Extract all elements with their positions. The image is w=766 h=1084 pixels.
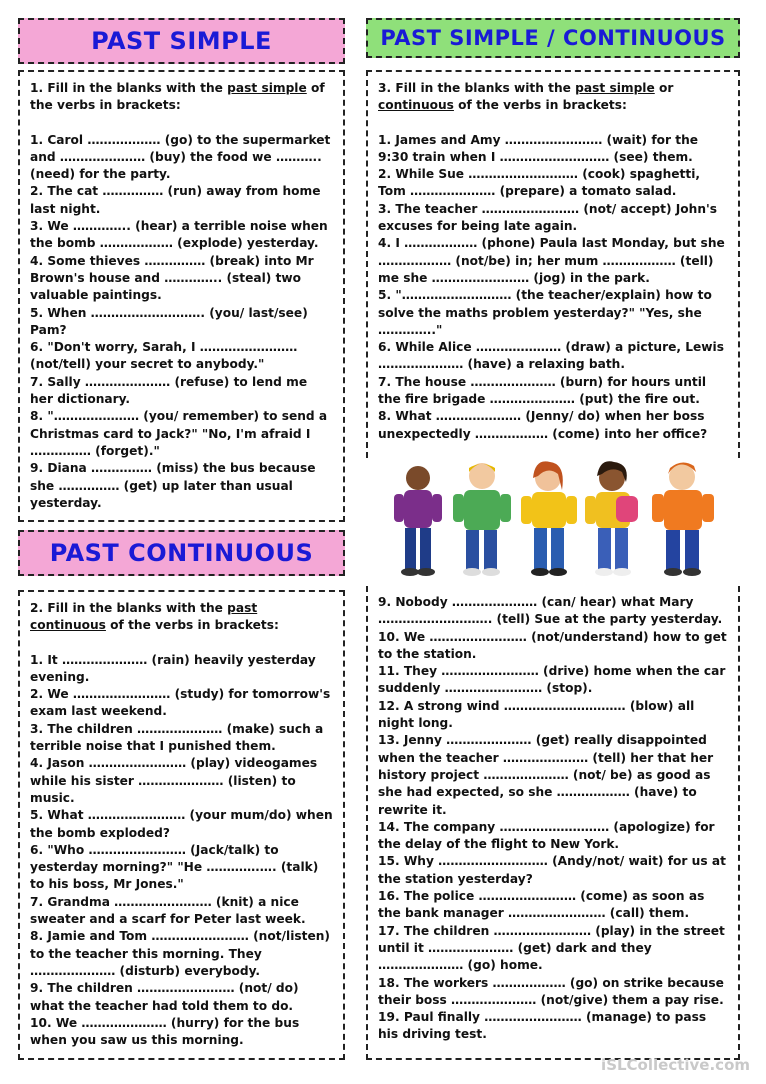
exercise-item: 1. Carol ……………… (go) to the supermarket and ………………… (buy) the food we ……….. (need) for the party. [30,132,331,182]
past-continuous-title: PAST CONTINUOUS [49,539,314,567]
exercise-item: 17. The children …………………… (play) in the street until it ………………… (get) dark and they ………………… (go) home. [378,923,725,973]
mixed-banner [366,18,740,58]
past-simple-title: PAST SIMPLE [91,27,272,55]
student-figure [585,461,638,576]
exercise-item: 8. What ………………… (Jenny/ do) when her boss unexpectedly ……………… (come) into her office? [378,409,708,441]
exercise-item: 1. James and Amy …………………… (wait) for the 9:30 train when I ……………………… (see) them. [378,132,699,164]
exercise-item: 9. Diana …………… (miss) the bus because she …………… (get) up later than usual yesterday. [30,461,316,510]
exercise-item: 15. Why ……………………… (Andy/not/ wait) for us at the station yesterday? [378,854,726,886]
student-figure [394,466,442,576]
exercise-item: 9. Nobody ………………… (can/ hear) what Mary ………………………. (tell) Sue at the party yesterday. [378,595,723,627]
exercise-item: 19. Paul finally …………………… (manage) to pass his driving test. [378,1010,707,1042]
exercise-item: 8. "………………… (you/ remember) to send a Christmas card to Jack?" "No, I'm afraid I …………… (forget)." [30,409,328,458]
exercise-3-box [366,70,740,458]
exercise-item: 2. The cat …………… (run) away from home last night. [30,184,321,216]
exercise-item: 6. "Don't worry, Sarah, I …………………… (not/tell) your secret to anybody." [30,340,298,372]
exercise-item: 3. The teacher …………………… (not/ accept) John's excuses for being late again. [378,201,718,234]
student-figure [652,462,714,576]
students-illustration [390,460,730,578]
exercise-item: 3. The children ………………… (make) such a terrible noise that I punished them. [30,721,324,754]
exercise-item: 11. They …………………… (drive) home when the car suddenly …………………… (stop). [378,664,726,696]
exercise-item: 16. The police …………………… (come) as soon as the bank manager …………………… (call) them. [378,889,705,921]
exercise-2-box [18,590,345,1060]
exercise-3-instructions: 3. Fill in the blanks with the past simple or continuous of the verbs in brackets: [378,81,674,113]
exercise-item: 14. The company ……………………… (apologize) for the delay of the flight to New York. [378,819,715,852]
watermark: iSLCollective.com [601,1056,750,1074]
exercise-item: 18. The workers ……………… (go) on strike because their boss ………………… (not/give) them a pay rise. [378,975,724,1007]
exercise-item: 2. While Sue ……………………… (cook) spaghetti, Tom ………………… (prepare) a tomato salad. [378,167,701,199]
past-continuous-banner [18,530,345,576]
exercise-item: 8. Jamie and Tom …………………… (not/listen) to the teacher this morning. They ………………… (disturb) everybody. [30,929,330,978]
student-figure [453,463,511,576]
student-figure [521,461,577,576]
exercise-item: 5. When ………………………. (you/ last/see) Pam? [30,305,308,337]
exercise-item: 7. Grandma …………………… (knit) a nice sweater and a scarf for Peter last week. [30,894,306,927]
exercise-item: 10. We ………………… (hurry) for the bus when you saw us this morning. [30,1015,300,1048]
exercise-item: 4. I ……………… (phone) Paula last Monday, but she ……………… (not/be) in; her mum ……………… (tell) me she …………………… (jog) in the park. [378,236,725,285]
past-simple-banner [18,18,345,64]
exercise-item: 7. The house ………………… (burn) for hours until the fire brigade ………………… (put) the fire out. [378,374,707,407]
exercise-item: 9. The children …………………… (not/ do) what the teacher had told them to do. [30,981,299,1013]
exercise-2-instructions: 2. Fill in the blanks with the past continuous of the verbs in brackets: [30,601,279,633]
exercise-item: 4. Jason …………………… (play) videogames while his sister ………………… (listen) to music. [30,756,318,805]
exercise-3-continued-box [366,586,740,1060]
mixed-title: PAST SIMPLE / CONTINUOUS [380,26,726,50]
exercise-item: 10. We …………………… (not/understand) how to get to the station. [378,629,727,661]
exercise-item: 7. Sally ………………… (refuse) to lend me her dictionary. [30,374,308,407]
exercise-1-box [18,70,345,522]
exercise-item: 5. What …………………… (your mum/do) when the bomb exploded? [30,808,333,840]
exercise-1-instructions: 1. Fill in the blanks with the past simple of the verbs in brackets: [30,81,325,113]
exercise-item: 6. "Who …………………… (Jack/talk) to yesterday morning?" "He ………….…. (talk) to his boss, Mr Jones." [30,842,319,892]
exercise-item: 1. It ………………… (rain) heavily yesterday evening. [30,652,316,684]
exercise-item: 4. Some thieves …………… (break) into Mr Brown's house and ………….. (steal) two valuable paintings. [30,253,314,303]
exercise-item: 5. "……………………… (the teacher/explain) how to solve the maths problem yesterday?" "Yes, she ………….." [378,288,712,337]
exercise-item: 12. A strong wind ………………………… (blow) all night long. [378,698,695,731]
exercise-item: 13. Jenny ………………… (get) really disappointed when the teacher ………………… (tell) her that her history project ………………… (not/ be) as good as she had expected, so she ……………… (have) to rewrite it. [378,733,714,817]
exercise-item: 6. While Alice ………………… (draw) a picture, Lewis ………………… (have) a relaxing bath. [378,340,724,372]
exercise-item: 3. We ………….. (hear) a terrible noise when the bomb ……………… (explode) yesterday. [30,219,328,251]
exercise-item: 2. We …………………… (study) for tomorrow's exam last weekend. [30,687,331,719]
